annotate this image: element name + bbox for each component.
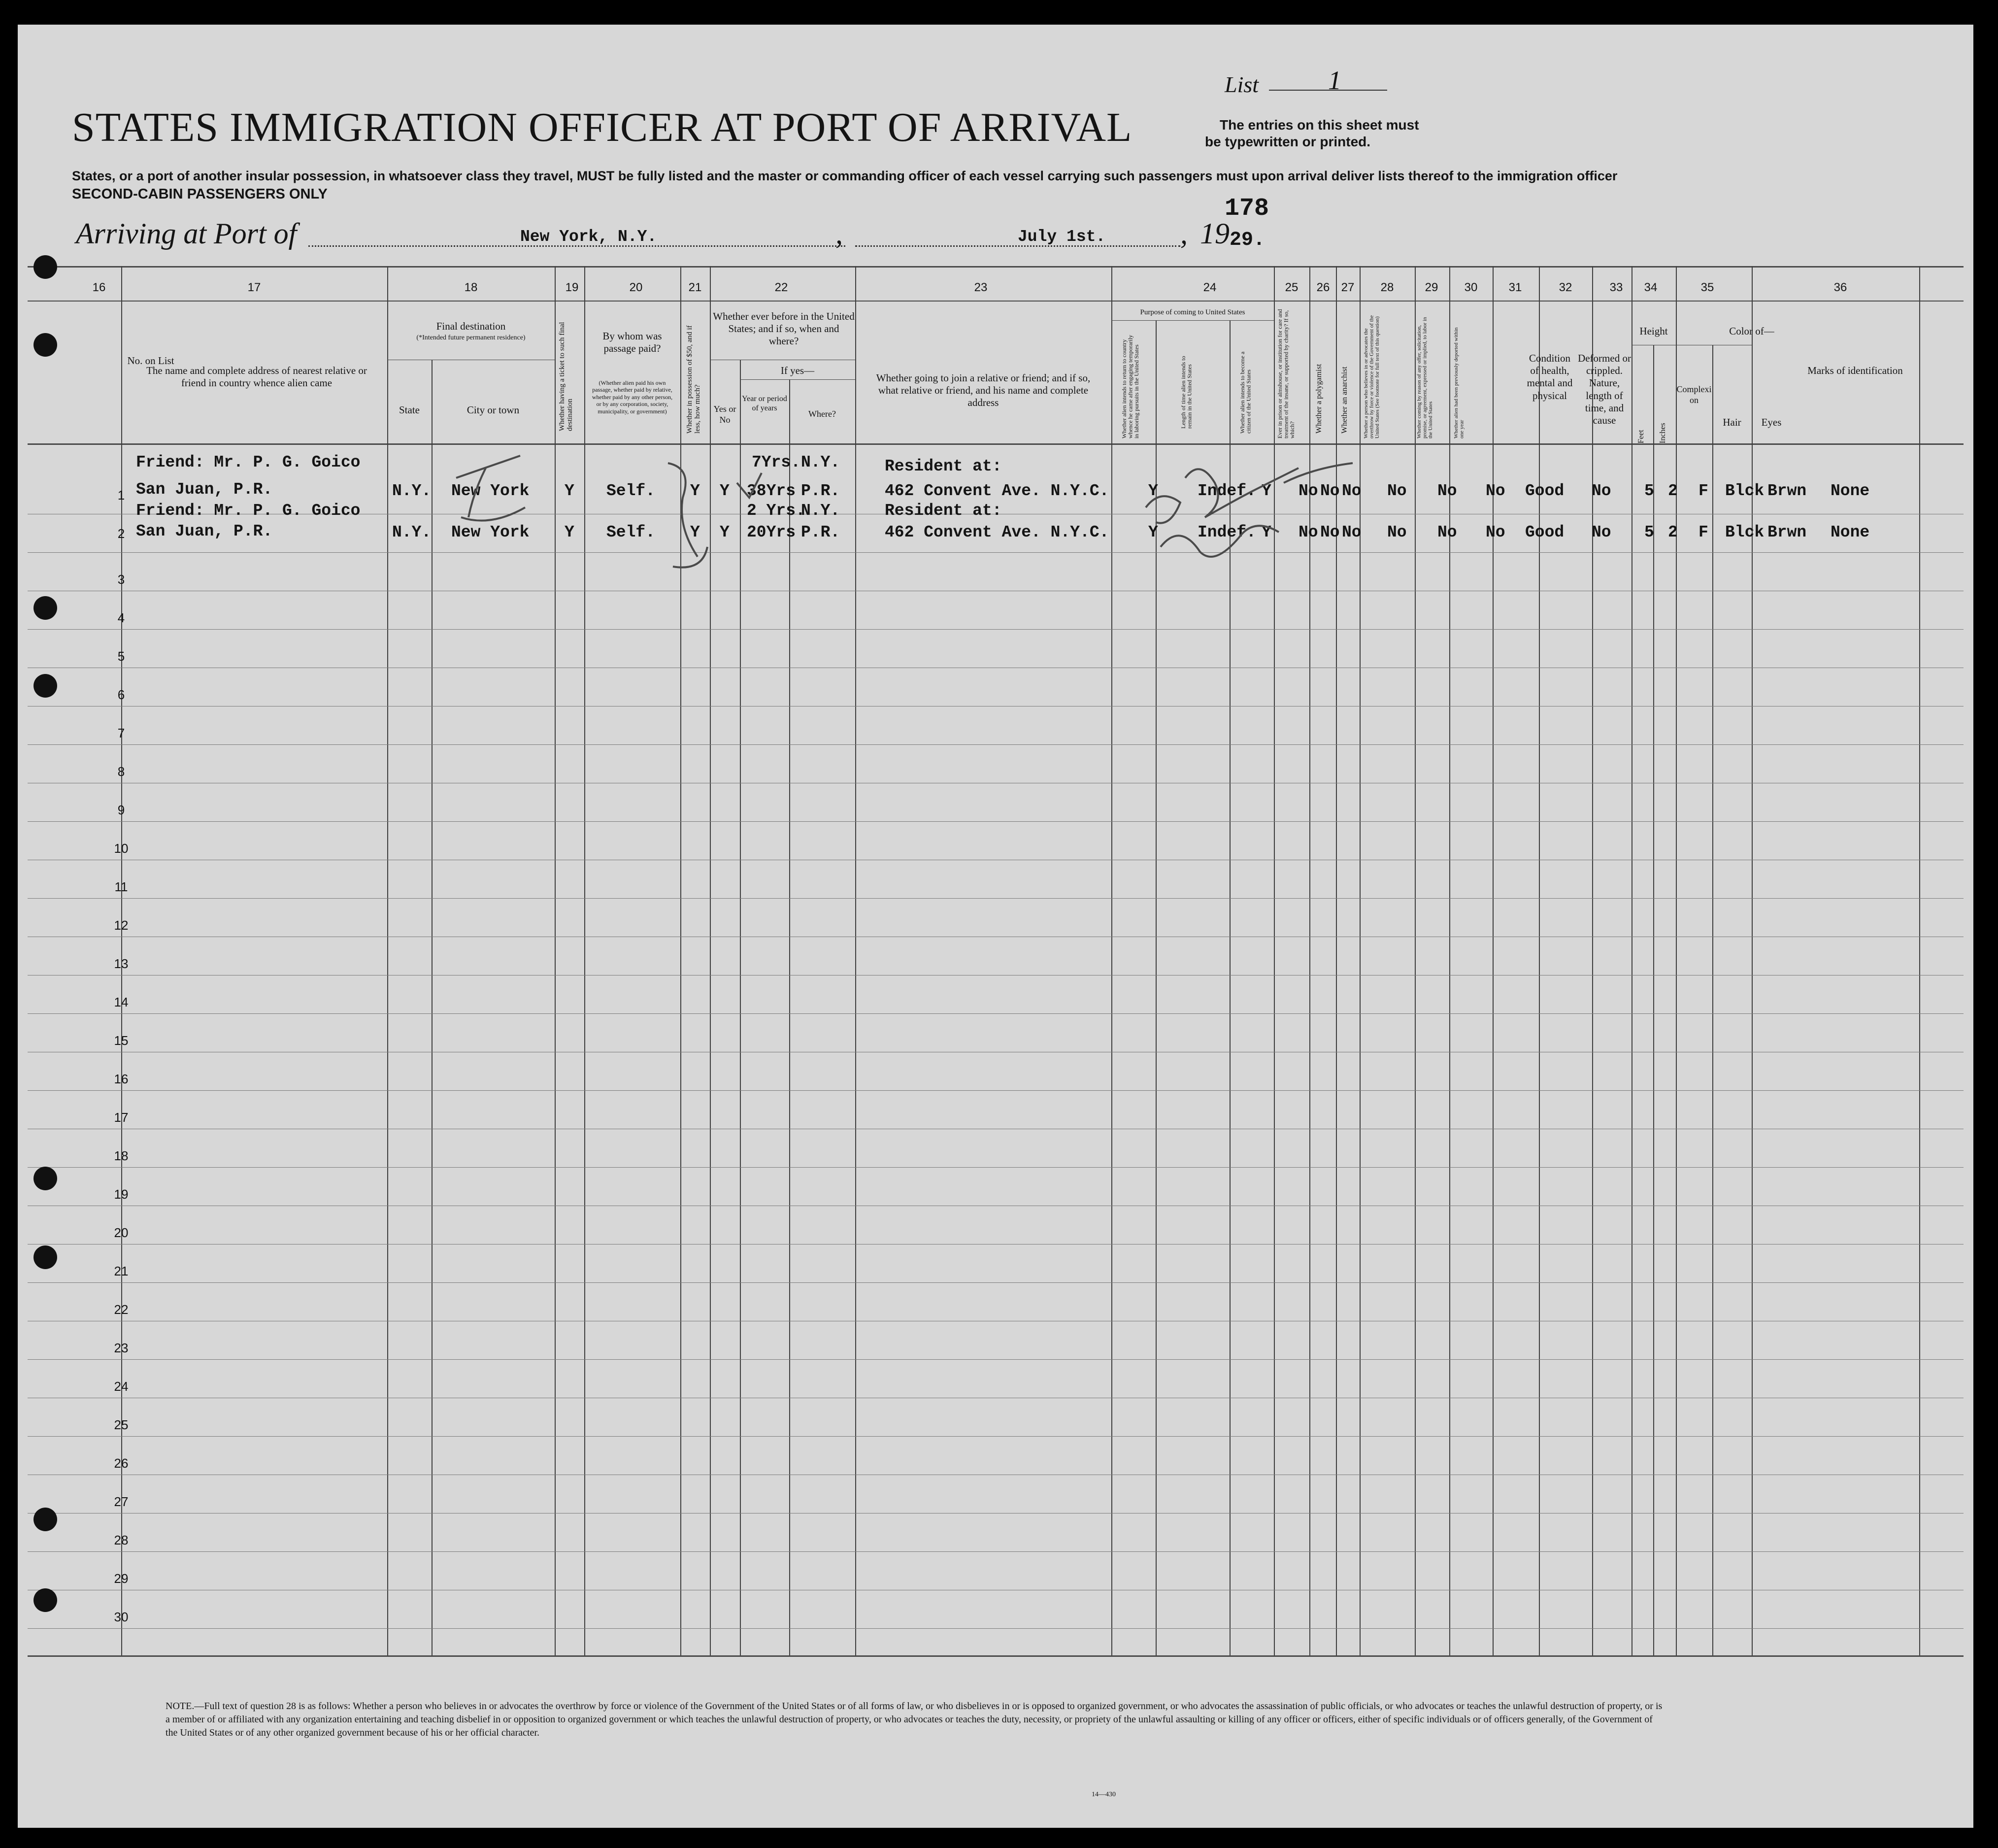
feet: 5 [1644,482,1654,500]
header-prison: Ever in prison or almshouse, or institution for care and treatment of the insane, or supported by charity? If so, which? [1276,309,1296,438]
hair: Blck [1725,523,1765,541]
row-number: 19 [114,1187,129,1202]
header-final-destination: Final destination [436,320,506,332]
complexion: F [1698,482,1708,500]
row-number: 18 [114,1148,129,1163]
header-relative-address: The name and complete address of nearest relative or friend in country whence alien came [146,365,367,389]
q29: No [1437,482,1457,500]
row-number: 20 [114,1225,129,1240]
where-line2: P.R. [801,523,840,541]
col-number-16: 16 [92,281,106,294]
header-marks: Marks of identification [1807,365,1903,376]
header-eyes: Eyes [1761,416,1782,428]
binder-hole [33,1245,57,1269]
q30: No [1486,523,1505,541]
header-possession: Whether in possession of $50, and if less, how much? [686,325,701,434]
typewritten-note-2: be typewritten or printed. [1205,134,1371,149]
header-purpose-length: Length of time alien intends to remain in the United States [1180,356,1193,429]
col-number-23: 23 [974,281,988,294]
row-rule [28,552,1964,553]
row-number: 25 [114,1417,129,1432]
row-number: 6 [117,687,125,702]
row-rule [28,1436,1964,1437]
inches: 2 [1668,523,1678,541]
row-number: 7 [117,726,125,740]
join-line2: 462 Convent Ave. N.Y.C. [885,523,1109,541]
deformed: No [1592,523,1611,541]
header-where: Where? [808,409,836,419]
cabin-class: SECOND-CABIN PASSENGERS ONLY [72,186,328,202]
header-final-destination-note: (*Intended future permanent residence) [416,334,526,341]
manifest-sheet [18,25,1973,1828]
where-line1: N.Y. [801,502,840,520]
header-q30: Whether alien had been previously deported within one year [1453,327,1465,438]
row-number: 9 [117,803,125,817]
row-number: 2 [117,526,125,541]
header-q29: Whether coming by reason of any offer, solicitation, promise, or agreement, expressed or implied, to labor in the United States [1416,317,1434,438]
header-deformed: Deformed or crippled. Nature, length of time, and cause [1578,352,1631,426]
row-number: 22 [114,1302,129,1317]
anarchist: No [1342,482,1362,500]
col-number-19: 19 [565,281,579,294]
form-code: 14—430 [1092,1791,1116,1798]
page-subtitle: States, or a port of another insular possession, in whatsoever class they travel, MUST be fully listed and the master or commanding officer of each vessel carrying such passengers must upon arrival deliver lists thereof to the immigration officer [72,168,1618,183]
comma-2: , [1180,217,1188,250]
header-inches: Inches [1659,423,1667,443]
polygamist: No [1320,482,1340,500]
years-line1: 2 Yrs. [747,502,805,520]
join-line2: 462 Convent Ave. N.Y.C. [885,482,1109,500]
polygamist: No [1320,523,1340,541]
col-number-28: 28 [1380,281,1394,294]
q29: No [1437,523,1457,541]
header-no-on-list: No. on List [127,355,174,367]
col-number-24: 24 [1203,281,1217,294]
table-top-border [28,266,1964,268]
row-number: 4 [117,610,125,625]
header-join-relative: Whether going to join a relative or friend; and if so, what relative or friend, and his name and complete address [876,372,1091,409]
binder-hole [33,1508,57,1531]
handwritten-dash [1279,453,1358,503]
return: Y [1148,523,1158,541]
before: Y [720,523,730,541]
binder-hole [33,1167,57,1190]
header-purpose: Purpose of coming to United States [1140,308,1245,316]
typewritten-note-1: The entries on this sheet must [1220,117,1419,133]
ticket: Y [565,482,574,500]
row-rule [28,898,1964,899]
year-suffix: 29. [1230,229,1265,251]
row-number: 21 [114,1264,129,1278]
complexion: F [1698,523,1708,541]
binder-hole [33,596,57,620]
header-height: Height [1639,325,1668,337]
comma-1: , [835,217,843,250]
eyes: Brwn [1767,482,1807,500]
page-title: STATES IMMIGRATION OFFICER AT PORT OF ARRIVAL [72,104,1132,150]
year-prefix: 19 [1200,217,1230,250]
state: N.Y. [392,482,432,500]
header-purpose-return: Whether alien intends to return to country whence he came after engaging temporarily in laboring pursuits in the United States [1121,335,1140,438]
arriving-label: Arriving at Port of [76,217,297,250]
where-line2: P.R. [801,482,840,500]
row-rule [28,1282,1964,1283]
header-city: City or town [466,404,520,416]
col-number-26: 26 [1316,281,1330,294]
table-bottom-border [28,1655,1964,1657]
feet: 5 [1644,523,1654,541]
row-number: 14 [114,995,129,1009]
list-label: List [1225,72,1259,97]
citizen: Y [1262,523,1271,541]
row-number: 16 [114,1072,129,1086]
years-line2: 20Yrs [747,523,796,541]
join-line1: Resident at: [885,502,1002,520]
row-number: 8 [117,764,125,779]
row-number: 15 [114,1033,129,1048]
header-q28: Whether a person who believes in or advocates the overthrow by force or violence of the Government of the United States (See footnote for full text of this question) [1363,315,1381,438]
before: Y [720,482,730,500]
col-number-34: 34 [1644,281,1658,294]
return: Y [1148,482,1158,500]
condition: Good [1525,523,1565,541]
sheet-number: 178 [1225,195,1269,223]
header-color-of: Color of— [1729,325,1774,337]
header-condition: Condition of health, mental and physical [1527,352,1573,402]
prison: No [1299,482,1318,500]
col-number-31: 31 [1508,281,1522,294]
ticket: Y [565,523,574,541]
header-by-whom-note: (Whether alien paid his own passage, whether paid by relative, whether paid by any other person, or by any corporation, society, municipality, or government) [592,379,673,415]
row-number: 5 [117,649,125,664]
col-number-32: 32 [1559,281,1572,294]
relative-line2: San Juan, P.R. [136,522,273,540]
relative-line2: San Juan, P.R. [136,480,273,499]
citizen: Y [1262,482,1271,500]
marks: None [1831,523,1870,541]
col-number-18: 18 [464,281,478,294]
row-number: 3 [117,572,125,587]
header-purpose-citizen: Whether alien intends to become a citizen of the United States [1239,351,1252,434]
row-number: 26 [114,1456,129,1471]
marks: None [1831,482,1870,500]
row-number: 1 [117,488,125,503]
col-number-30: 30 [1464,281,1478,294]
possession: Y [690,523,700,541]
row-rule [28,1628,1964,1629]
handwritten-bracket-possession [658,458,717,586]
where-line1: N.Y. [801,453,840,471]
header-complexion: Complexion [1676,384,1712,405]
binder-hole [33,333,57,357]
row-rule [28,744,1964,745]
row-number: 29 [114,1571,129,1586]
row-rule [28,1167,1964,1168]
header-if-yes: If yes— [780,365,815,376]
hair: Blck [1725,482,1765,500]
column-number-divider [28,301,1964,302]
header-bottom-border [28,443,1964,445]
row-rule [28,1551,1964,1552]
header-ticket: Whether having a ticket to such final destination [558,322,574,431]
list-number: 1 [1328,66,1341,95]
col-number-17: 17 [247,281,261,294]
row-number: 10 [114,841,129,856]
row-number: 28 [114,1533,129,1547]
col-number-21: 21 [688,281,702,294]
length: Indef. [1198,523,1256,541]
binder-hole [33,1588,57,1612]
relative-line1: Friend: Mr. P. G. Goico [136,453,361,471]
row-number: 23 [114,1341,129,1355]
col-number-33: 33 [1609,281,1623,294]
header-year-period: Year or period of years [742,395,787,413]
header-ever-before: Whether ever before in the United States; and if so, when and where? [713,310,855,347]
city: New York [451,523,530,541]
col-number-29: 29 [1425,281,1438,294]
q28: No [1387,523,1407,541]
header-by-whom: By whom was passage paid? [602,330,662,355]
binder-hole [33,674,57,698]
row-number: 11 [114,879,128,894]
eyes: Brwn [1767,523,1807,541]
row-number: 12 [114,918,129,933]
header-state: State [399,404,420,416]
handwritten-mark-destination [427,448,535,576]
row-number: 13 [114,956,129,971]
col-number-20: 20 [629,281,643,294]
port-value: New York, N.Y. [520,228,657,246]
relative-line1: Friend: Mr. P. G. Goico [136,502,361,520]
header-hair: Hair [1723,416,1741,428]
join-line1: Resident at: [885,457,1002,475]
header-feet: Feet [1637,430,1645,443]
row-rule [28,629,1964,630]
state: N.Y. [392,523,432,541]
col-number-36: 36 [1833,281,1847,294]
row-rule [28,1359,1964,1360]
prison: No [1299,523,1318,541]
row-rule [28,821,1964,822]
city: New York [451,482,530,500]
inches: 2 [1668,482,1678,500]
row-number: 17 [114,1110,129,1125]
handwritten-check-before [727,468,776,547]
date-value: July 1st. [1018,228,1106,246]
row-number: 27 [114,1494,129,1509]
row-rule [28,1013,1964,1014]
deformed: No [1592,482,1611,500]
length: Indef. [1198,482,1256,500]
row-rule [28,1090,1964,1091]
condition: Good [1525,482,1565,500]
q28: No [1387,482,1407,500]
col-number-35: 35 [1700,281,1714,294]
years-line2: 38Yrs [747,482,796,500]
paid-by: Self. [606,482,656,500]
possession: Y [690,482,700,500]
col-number-22: 22 [774,281,788,294]
footnote-question-28: NOTE.—Full text of question 28 is as follows: Whether a person who believes in or advocates the overthrow by force or violence of the Government of the United States or of all forms of law, or who disbelieves in or is opposed to organized government, or who advocates the assassination of public officials, or who advocates or teaches the unlawful destruction of property, or is a member of or affiliated with any organization entertaining and teaching disbelief in or opposition to organized government or which teaches the unlawful destruction of property, or who advocates or teaches the duty, necessity, or propriety of the unlawful assaulting or killing of any officer or officers, either of specific individuals or of officers generally, of the Government of the United States or of any other organized government because of his or her official character. [166,1701,1663,1738]
paid-by: Self. [606,523,656,541]
header-yes-no: Yes or No [713,404,736,425]
row-number: 30 [114,1610,129,1624]
col-number-25: 25 [1285,281,1299,294]
anarchist: No [1342,523,1362,541]
header-anarchist: Whether an anarchist [1340,367,1349,434]
row-number: 24 [114,1379,129,1394]
col-number-27: 27 [1341,281,1355,294]
years-line1: 7Yrs. [752,453,801,471]
q30: No [1486,482,1505,500]
binder-hole [33,255,57,279]
header-polygamist: Whether a polygamist [1315,364,1323,434]
